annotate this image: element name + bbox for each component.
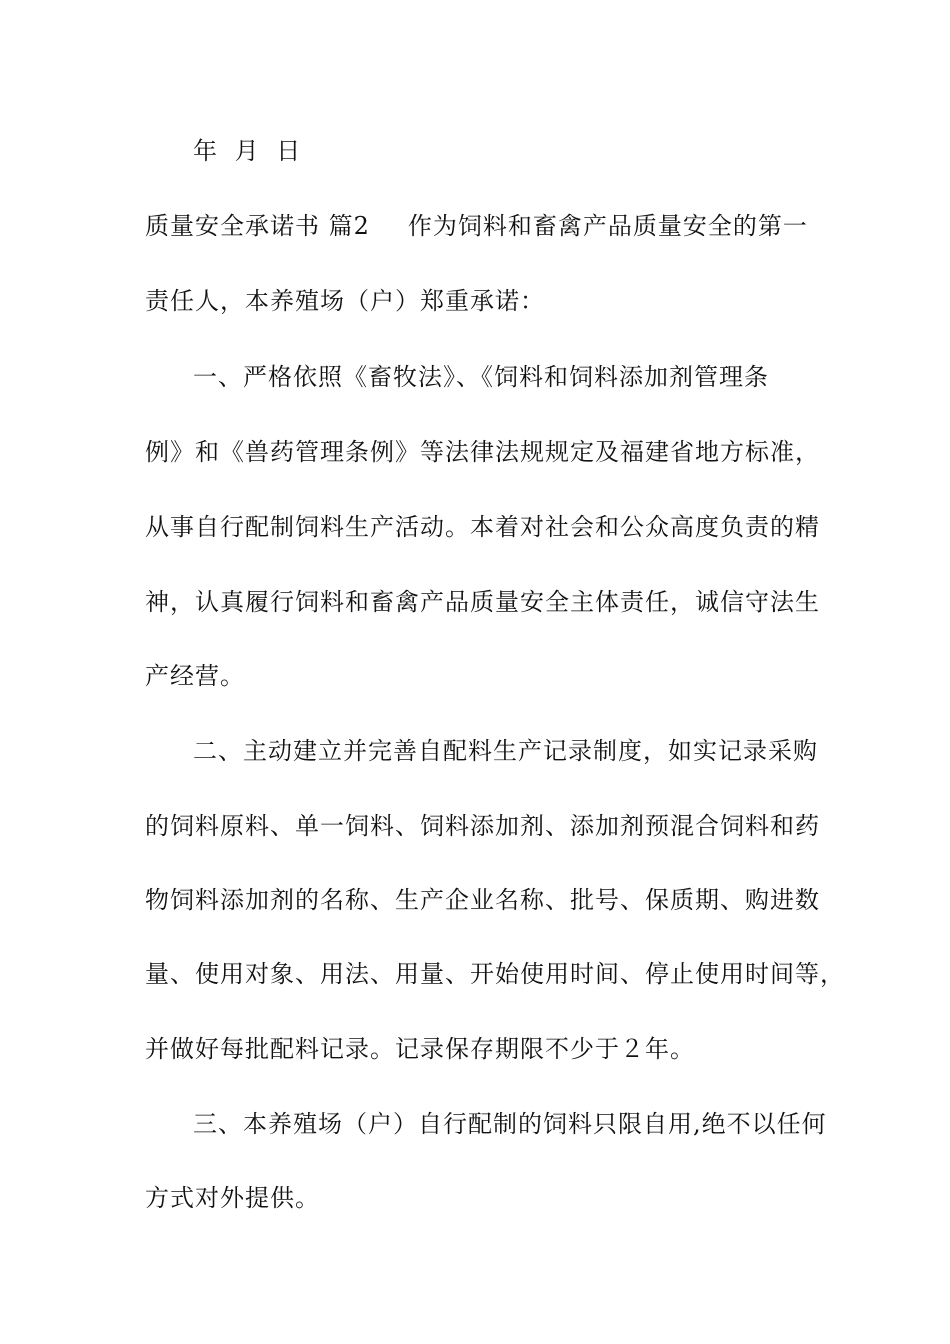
paragraph-line: 的饲料原料、单一饲料、饲料添加剂、添加剂预混合饲料和药 <box>145 812 820 840</box>
paragraph-line: 作为饲料和畜禽产品质量安全的第一 <box>407 212 808 240</box>
date-day: 日 <box>276 137 301 165</box>
paragraph-line: 量、使用对象、用法、用量、开始使用时间、停止使用时间等， <box>145 960 845 988</box>
paragraph-line: 责任人，本养殖场（户）郑重承诺： <box>145 287 545 315</box>
paragraph-line: 神，认真履行饲料和畜禽产品质量安全主体责任，诚信守法生 <box>145 588 820 616</box>
section-label: 篇2 <box>328 212 370 240</box>
paragraph-line: 方式对外提供。 <box>145 1184 320 1212</box>
paragraph-line: 二、主动建立并完善自配料生产记录制度，如实记录采购 <box>193 737 818 765</box>
title-line <box>145 209 825 243</box>
paragraph-line: 产经营。 <box>145 662 245 690</box>
date-month: 月 <box>234 137 259 165</box>
paragraph-line: 例》和《兽药管理条例》等法律法规规定及福建省地方标准， <box>145 438 820 466</box>
paragraph-line: 并做好每批配料记录。记录保存期限不少于２年。 <box>145 1035 695 1063</box>
date-line <box>193 134 873 168</box>
paragraph-line: 从事自行配制饲料生产活动。本着对社会和公众高度负责的精 <box>145 513 820 541</box>
paragraph-line: 三、本养殖场（户）自行配制的饲料只限自用,绝不以任何 <box>193 1110 827 1138</box>
paragraph-line: 物饲料添加剂的名称、生产企业名称、批号、保质期、购进数 <box>145 886 820 914</box>
paragraph-line: 一、严格依照《畜牧法》、《饲料和饲料添加剂管理条 <box>193 363 769 391</box>
date-year: 年 <box>193 137 217 165</box>
document-title: 质量安全承诺书 <box>145 212 320 240</box>
